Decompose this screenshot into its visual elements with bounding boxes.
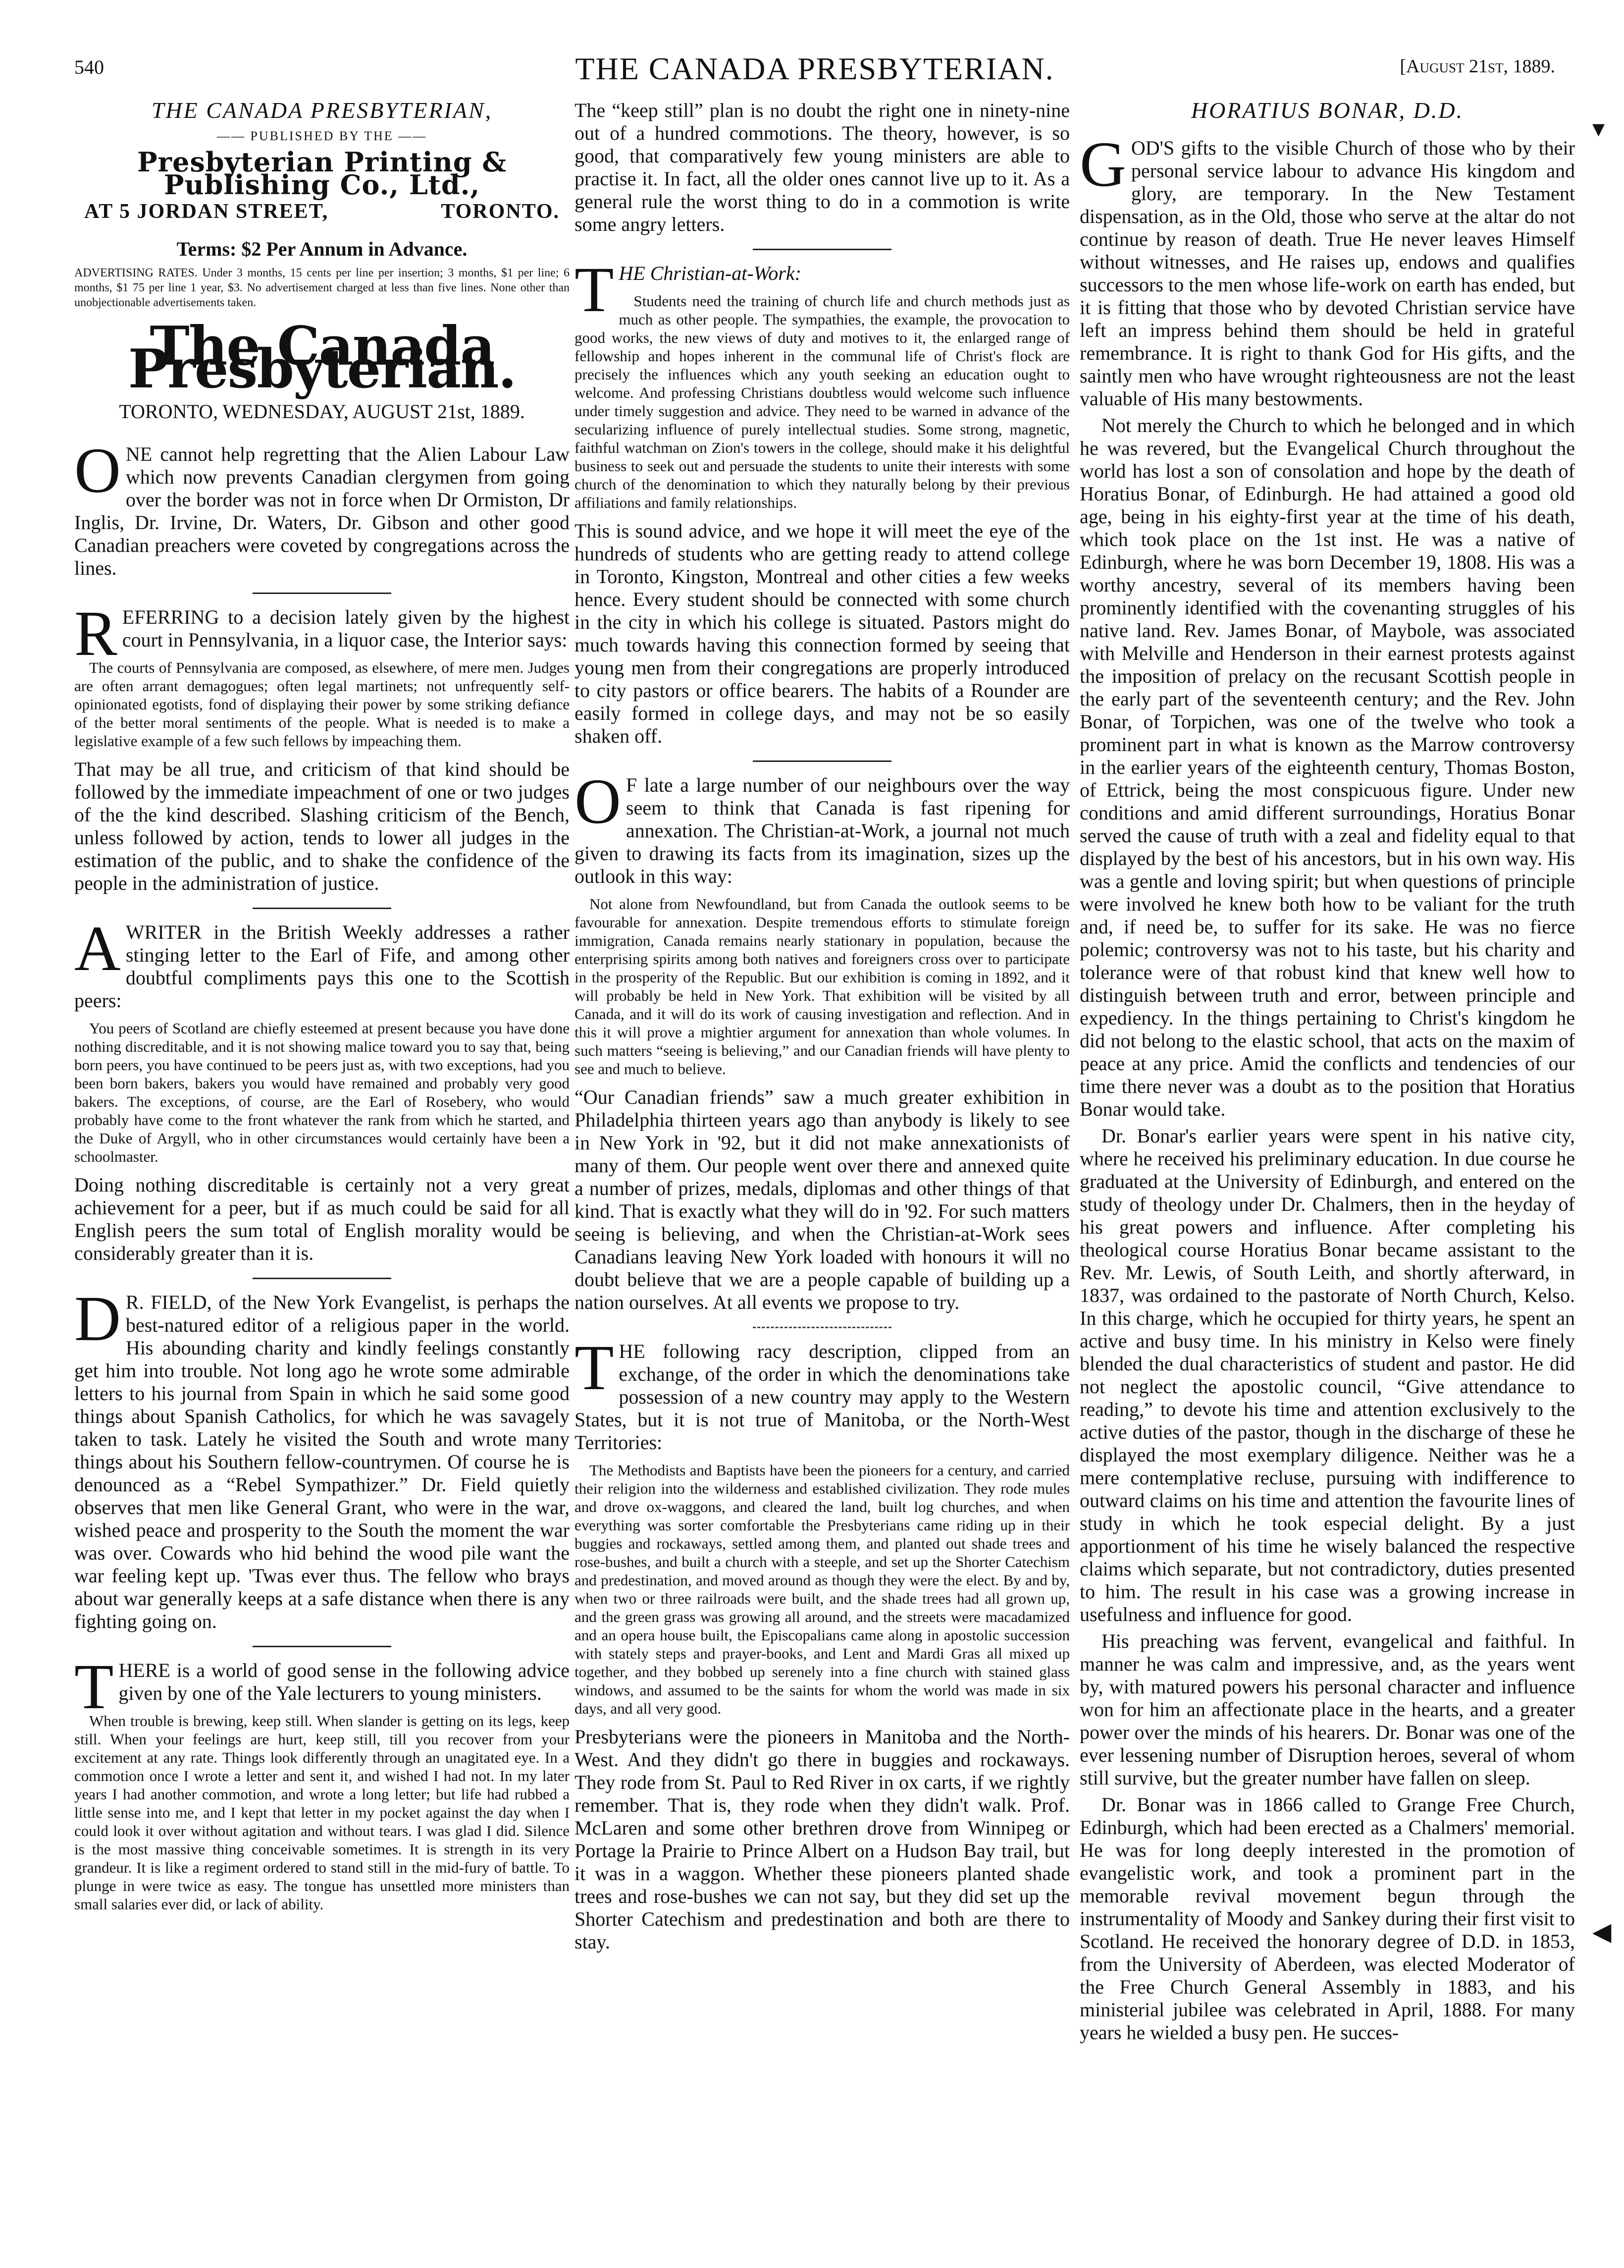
article-title: HORATIUS BONAR, D.D. (1191, 98, 1464, 123)
section-rule (753, 760, 891, 762)
advertising-rates: ADVERTISING RATES. Under 3 months, 15 cents per line per insertion; 3 months, $1 per line; 6 months, $1 75 per line 1 year, $3. No advertisement charged at less than five lines. None other than unobjectionable advertisements taken. (74, 267, 570, 309)
paragraph: That may be all true, and criticism of that kind should be followed by the immediate impeachment of one or two judges of the the kind described. Slashing criticism of the Bench, unless followed by action, tends to lower all judges in the estimation of the public, and to shake the confidence of the people in the administration of justice. (74, 758, 570, 894)
quotation: You peers of Scotland are chiefly esteemed at present because you have done nothing discreditable, and it is not showing malice toward you to say that, being born peers, you have continued to be peers just as, with two exceptions, had you been born bakers, bakers you would have remained and probably very good bakers. The exceptions, of course, are the Earl of Rosebery, who would probably have come to the front whatever the rank from which he started, and the Duke of Argyll, who in other circumstances would certainly have been a schoolmaster. (74, 1020, 570, 1165)
paragraph: D R. FIELD, of the New York Evangelist, is perhaps the best-natured editor of a religious paper in the world. His abounding charity and kindly feelings constantly get him into trouble. Not long ago he wrote some admirable letters to his journal from Spain in which he said some good things about Spanish Catholics, for which he was savagely taken to task. Lately he visited the South and wrote many things about his Southern fellow-countrymen. Of course he is denounced as a “Rebel Sympathizer.” Dr. Field quietly observes that men like General Grant, who were in the war, wished peace and prosperity to the South the moment the war was over. Cowards who hid behind the wood pile want the war feeling kept up. 'Twas ever thus. The fellow who brays about war generally keeps at a safe distance when there is any fighting going on. (74, 1283, 570, 1632)
section-rule (753, 1327, 891, 1328)
issue-date: [August 21st, 1889. (1400, 56, 1555, 77)
drop-cap: T (575, 254, 614, 325)
paragraph: REFERRING to a decision lately given by the highest court in Pennsylvania, in a liquor case, the Interior says: (74, 598, 570, 669)
page-header (74, 51, 1555, 86)
column-3 (1080, 99, 1575, 2048)
section-rule (253, 1278, 391, 1279)
section-rule (253, 593, 391, 594)
paragraph: ONE cannot help regretting that the Alien Labour Law which now prevents Canadian clergymen from going over the border was not in force when Dr Ormiston, Dr Inglis, Dr. Irvine, Dr. Waters, Dr. Gibson and other good Canadian preachers were coveted by congregations across the lines. (74, 435, 570, 579)
column-1 (74, 99, 570, 1921)
paragraph: AWRITER in the British Weekly addresses a rather stinging letter to the Earl of Fife, and among other doubtful compliments pays this one to the Scottish peers: (74, 913, 570, 1012)
drop-cap: O (74, 435, 121, 506)
paragraph: O F late a large number of our neighbours over the way seem to think that Canada is fast ripening for annexation. The Christian-at-Work, a journal not much given to drawing its facts from its imagination, sizes up the outlook in this way: (575, 766, 1070, 887)
masthead-company: Presbyterian Printing & Publishing Co., Ltd., (137, 146, 507, 201)
masthead-name: THE CANADA PRESBYTERIAN, (151, 98, 493, 123)
drop-cap: T (74, 1651, 114, 1723)
paragraph: Doing nothing discreditable is certainly not a very great achievement for a peer, but if as much could be said for all English peers the sum total of English morality would be considerably greater than it is. (74, 1174, 570, 1264)
drop-cap: A (74, 913, 121, 984)
drop-cap: O (575, 766, 621, 837)
subscription-terms: Terms: $2 Per Annum in Advance. (176, 238, 468, 260)
quotation: The Methodists and Baptists have been the pioneers for a century, and carried their religion into the wilderness and established civilization. They rode mules and drove ox-waggons, and cleared the land, built log churches, and when everything was sorter comfortable the Presbyterians came riding up in their buggies and rockaways, settled among them, and planted out shade trees and rose-bushes, and built a church with a steeple, and set up the Shorter Catechism and predestination, and moved around as though they were the elect. By and by, when two or three railroads were built, and the shade trees had all grown up, and the green grass was growing all around, and the streets were macadamized and an opera house built, the Episcopalians came along in apostolic succession with stately steps and prayer-books, and Lent and Mardi Gras all mixed up together, and they bobbed up serenely into a fine church with stained glass windows, and assumed to be the saints for whom the world was made in six days, and all very good. (575, 1461, 1070, 1717)
margin-arrow-icon: ◀ (1592, 1918, 1612, 1945)
drop-cap: R (74, 598, 117, 669)
page-number: 540 (74, 56, 104, 78)
section-rule (253, 1646, 391, 1647)
paragraph: “Our Canadian friends” saw a much greater exhibition in Philadelphia thirteen years ago than anybody is likely to see in New York in '92, but it did not make annexationists of many of them. Our people went over there and annexed quite a number of prizes, medals, diplomas and other things of that kind. That is exactly what they will do in '92. For such matters seeing is believing, and when the Christian-at-Work sees Canadians leaving New York loaded with honours it will no doubt believe that we are a people capable of building up a nation ourselves. At all events we propose to try. (575, 1086, 1070, 1313)
paragraph: THE Christian-at-Work: (575, 254, 801, 325)
drop-cap: G (1080, 129, 1126, 200)
paragraph: The “keep still” plan is no doubt the right one in ninety-nine out of a hundred commotions. The theory, however, is so good, that comparatively few young ministers are able to practise it. In fact, all the older ones cannot live up to it. As a general rule the worst thing to do in a commotion is write some angry letters. (575, 99, 1070, 235)
margin-mark: ▾ (1592, 114, 1605, 142)
masthead-address-line (84, 200, 560, 223)
paragraph: Dr. Bonar's earlier years were spent in his native city, where he received his preliminary education. In due course he graduated at the University of Edinburgh, and entered on the study of theology under Dr. Chalmers, then in the heyday of his great powers and influence. After completing his theological course Horatius Bonar became assistant to the Rev. Mr. Lewis, of South Leith, and shortly afterward, in 1837, was ordained to the pastorate of North Church, Kelso. In this charge, which he occupied for thirty years, he spent an active and busy time. In his ministry in Kelso were finely blended the dual characteristics of student and pastor. He did not neglect the apostolic council, “Give attendance to reading,” to devote his time and attention exclusively to the active duties of the pastor, though in the discharge of these he displayed the most exemplary diligence. Neither was he a mere contemplative recluse, pursuing with indifference to outward claims on his time and attention the favourite lines of study in which he took especial delight. By a just apportionment of his time he wisely balanced the respective claims which separate, but not contradictory, duties presented to him. The result in his case was a growing increase in usefulness and influence for good. (1080, 1125, 1575, 1625)
dateline: TORONTO, WEDNESDAY, AUGUST 21st, 1889. (119, 400, 525, 423)
drop-cap: D (74, 1283, 121, 1354)
quotation: Students need the training of church life and church methods just as much as other people. The sympathies, the example, the provocation to good works, the new views of duty and motives to it, the enlarged range of fellowship and hopes inherent in the communal life of Christ's flock are precisely the influences which any youth seeking an education ought to welcome. And professing Christians doubtless would welcome such influence under timely suggestion and advice. They need to be warned in advance of the secularizing influence of purely intellectual studies. Some strong, magnetic, faithful watchman on Zion's towers in the college, should make it his delightful business to seek out and persuade the students to unite their interests with some church of the denomination to which they naturally belong by their previous affiliations and family relationships. (575, 292, 1070, 511)
column-2 (575, 99, 1070, 1957)
paragraph: GOD'S gifts to the visible Church of those who by their personal service labour to advance His kingdom and glory, are temporary. In the New Testament dispensation, as in the Old, those who serve at the altar do not continue by reason of death. True He never leaves Himself without witnesses, and He raises up, endows and qualifies successors to the men whose life-work on earth has ended, but it is fitting that those who by devoted Christian service have left an impress behind them should be held in grateful remembrance. It is right to thank God for His gifts, and the saintly men who have wrought righteousness are not the least valuable of His many bestowments. (1080, 129, 1575, 410)
section-rule (753, 249, 891, 250)
paragraph: Presbyterians were the pioneers in Manitoba and the North-West. And they didn't go there in buggies and rockaways. They rode from St. Paul to Red River in ox carts, if we rightly remember. That is, they rode when they didn't walk. Prof. McLaren and some other brethren drove from Winnipeg or Portage la Prairie to Prince Albert on a Hudson Bay trail, but it was in a waggon. Whether these pioneers planted shade trees and rose-bushes we can not say, but they did set up the Shorter Catechism and predestination and both are there to stay. (575, 1726, 1070, 1953)
quotation: Not alone from Newfoundland, but from Canada the outlook seems to be favourable for annexation. Despite tremendous efforts to stimulate foreign immigration, Canada remains nearly stationary in population, because the enterprising spirits among both natives and foreigners cross over to participate in the prosperity of the Republic. But our exhibition is coming in 1892, and it will probably be held in New York. That exhibition will be visited by all Canada, and it will do its work of causing investigation and reflection. And in this it will prove a mightier argument for annexation than whole volumes. In such matters “seeing is believing,” and our Canadian friends will have plenty to see and much to believe. (575, 895, 1070, 1078)
paragraph: THERE is a world of good sense in the following advice given by one of the Yale lecturers to young ministers. (74, 1651, 570, 1723)
paragraph: THE following racy description, clipped from an exchange, of the order in which the denominations take possession of a new country may apply to the Western States, but it is not true of Manitoba, or the North-West Territories: (575, 1332, 1070, 1454)
masthead-city: TORONTO. (441, 200, 560, 223)
paragraph: This is sound advice, and we hope it will meet the eye of the hundreds of students who are getting ready to attend college in Toronto, Kingston, Montreal and other cities a few weeks hence. Every student should be connected with some church in the city in which his college is situated. Pastors might do much towards having this connection formed by seeing that young men from their congregations are properly introduced to city pastors or office bearers. The habits of a Rounder are easily formed in college days, and may not be so easily shaken off. (575, 520, 1070, 747)
masthead-address: AT 5 JORDAN STREET, (84, 200, 329, 223)
section-rule (253, 908, 391, 909)
running-title: THE CANADA PRESBYTERIAN. (575, 51, 1054, 86)
nameplate: The Canada Presbyterian. (128, 315, 516, 400)
drop-cap: T (575, 1332, 614, 1404)
quotation: The courts of Pennsylvania are composed, as elsewhere, of mere men. Judges are often arrant demagogues; often legal martinets; not unfrequently self-opinionated egotists, fond of displaying their power by some striking defiance of the better moral sentiments of the people. What is needed is to make a legislative example of a few such fellows by impeaching them. (74, 659, 570, 750)
masthead-published-by: —— PUBLISHED BY THE —— (216, 129, 427, 143)
paragraph: Not merely the Church to which he belonged and in which he was revered, but the Evangelical Church throughout the world has lost a son of consolation and hope by the death of Horatius Bonar, of Edinburgh. He had attained a good old age, being in his eighty-first year at the time of his death, which took place on the 1st inst. He was a native of Edinburgh, where he was born December 19, 1808. His was a worthy ancestry, several of its members having been prominently identified with the covenanting struggles of his native land. Rev. James Bonar, of Maybole, was associated with Melville and Henderson in their earnest protests against the imposition of prelacy on the recusant Scottish people in the early part of the seventeenth century; and the Rev. John Bonar, of Torpichen, was one of the twelve who took a prominent part in what is known as the Marrow controversy in the earlier years of the eighteenth century, Thomas Boston, of Ettrick, being the most conspicuous figure. Under new conditions and amid different surroundings, Horatius Bonar served the cause of truth with a zeal and fidelity equal to that displayed by the best of his ancestors, but in his own way. His was a gentle and loving spirit; but when questions of principle were involved he knew both how to be valiant for the truth and, if need be, to suffer for its sake. He was no fierce polemic; controversy was not to his taste, but his charity and tolerance were of that robust kind that knew well how to distinguish between truth and error, between principle and expediency. In the things pertaining to Christ's kingdom he did not belong to the elastic school, that acts on the maxim of peace at any price. Amid the conflicts and tendencies of our time there never was a doubt as to the position that Horatius Bonar would take. (1080, 414, 1575, 1120)
paragraph: Dr. Bonar was in 1866 called to Grange Free Church, Edinburgh, which had been erected as a Chalmers' memorial. He was for long deeply interested in the promotion of evangelistic work, and took a prominent part in the memorable revival movement begun through the instrumentality of Moody and Sankey during their first visit to Scotland. He received the honorary degree of D.D. in 1853, from the University of Aberdeen, was elected Moderator of the Free Church General Assembly in 1883, and his ministerial jubilee was celebrated in April, 1888. For many years he wielded a busy pen. He succes- (1080, 1793, 1575, 2044)
paragraph: His preaching was fervent, evangelical and faithful. In manner he was calm and impressive, and, as the years went by, with matured powers his personal character and influence won for him an affectionate place in the hearts, and a greater power over the minds of his hearers. Dr. Bonar was one of the ever lessening number of Disruption heroes, several of whom still survive, but the greater number have fallen on sleep. (1080, 1630, 1575, 1789)
quotation: When trouble is brewing, keep still. When slander is getting on its legs, keep still. When your feelings are hurt, keep still, till you recover from your excitement at any rate. Things look differently through an unagitated eye. In a commotion once I wrote a letter and sent it, and wished I had not. In my later years I had another commotion, and wrote a long letter; but life had rubbed a little sense into me, and I kept that letter in my pocket against the day when I could look it over without agitation and without tears. I was glad I did. Silence is the most massive thing conceivable sometimes. It is strength in its very grandeur. It is like a regiment ordered to stand still in the mid-fury of battle. To plunge in were twice as easy. The tongue has unsettled more ministers than small salaries ever did, or lack of ability. (74, 1712, 570, 1913)
